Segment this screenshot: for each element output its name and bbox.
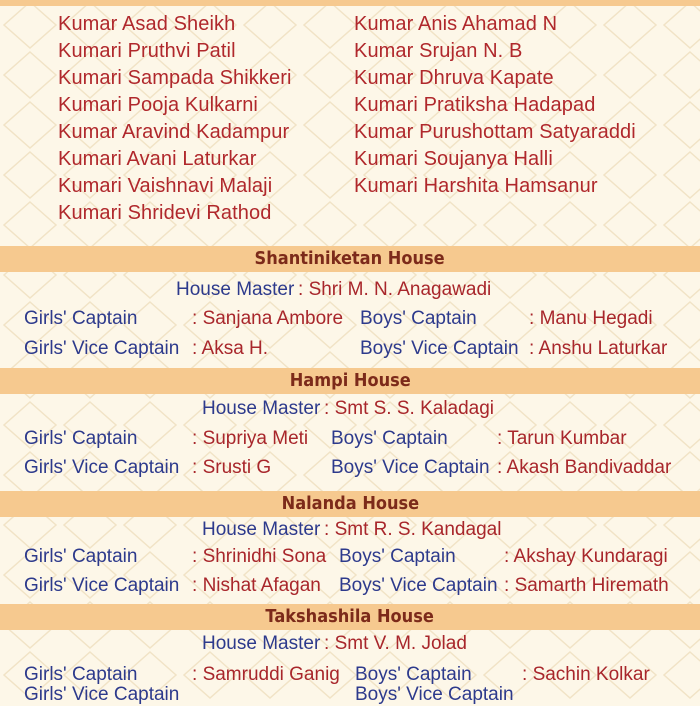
- student-name: Kumari Pruthvi Patil: [58, 40, 236, 62]
- house-master-value: : Smt V. M. Jolad: [324, 633, 467, 654]
- house-title: Takshashila House: [265, 606, 435, 627]
- boys-captain-label: Boys' Captain: [360, 308, 477, 329]
- girls-captain-label: Girls' Captain: [24, 664, 138, 685]
- girls-captain-label: Girls' Captain: [24, 428, 138, 449]
- student-name: Kumari Pooja Kulkarni: [58, 94, 258, 116]
- girls-captain-value: : Supriya Meti: [192, 428, 309, 449]
- girls-vice-captain-label: Girls' Vice Captain: [24, 575, 180, 596]
- girls-captain-label: Girls' Captain: [24, 546, 138, 567]
- boys-captain-label: Boys' Captain: [339, 546, 456, 567]
- girls-vice-captain-label: Girls' Vice Captain: [24, 684, 180, 705]
- student-name: Kumar Anis Ahamad N: [354, 13, 558, 35]
- student-name: Kumari Soujanya Halli: [354, 148, 553, 170]
- student-name: Kumari Vaishnavi Malaji: [58, 175, 273, 197]
- house-title: Nalanda House: [281, 493, 419, 514]
- house-master-label: House Master: [202, 633, 321, 654]
- student-name: Kumari Sampada Shikkeri: [58, 67, 292, 89]
- boys-captain-label: Boys' Captain: [331, 428, 448, 449]
- boys-vice-captain-value: : Anshu Laturkar: [529, 338, 668, 359]
- house-heading: [0, 604, 700, 630]
- boys-vice-captain-label: Boys' Vice Captain: [331, 457, 490, 478]
- boys-vice-captain-label: Boys' Vice Captain: [355, 684, 514, 705]
- student-name: Kumari Avani Laturkar: [58, 148, 257, 170]
- house-master-label: House Master: [202, 519, 321, 540]
- house-master-value: : Shri M. N. Anagawadi: [298, 279, 492, 300]
- house-heading: [0, 246, 700, 272]
- house-title: Hampi House: [289, 370, 411, 391]
- student-name-list: [0, 0, 700, 230]
- cutoff-row: [0, 684, 700, 705]
- student-name: Kumari Harshita Hamsanur: [354, 175, 598, 197]
- house-master-label: House Master: [176, 279, 295, 300]
- boys-captain-value: : Manu Hegadi: [529, 308, 653, 329]
- girls-vice-captain-value: : Aksa H.: [192, 338, 269, 359]
- student-name: Kumar Aravind Kadampur: [58, 121, 290, 143]
- student-name: Kumari Pratiksha Hadapad: [354, 94, 596, 116]
- boys-vice-captain-label: Boys' Vice Captain: [339, 575, 498, 596]
- house-heading: [0, 491, 700, 517]
- student-name: Kumari Shridevi Rathod: [58, 202, 272, 224]
- boys-captain-label: Boys' Captain: [355, 664, 472, 685]
- boys-vice-captain-value: : Akash Bandivaddar: [497, 457, 672, 478]
- girls-captain-value: : Sanjana Ambore: [192, 308, 344, 329]
- house-master-label: House Master: [202, 398, 321, 419]
- boys-captain-value: : Sachin Kolkar: [522, 664, 650, 685]
- student-name: Kumar Srujan N. B: [354, 40, 523, 62]
- house-title: Shantiniketan House: [254, 248, 446, 269]
- girls-captain-label: Girls' Captain: [24, 308, 138, 329]
- house-master-value: : Smt R. S. Kandagal: [324, 519, 502, 540]
- boys-vice-captain-label: Boys' Vice Captain: [360, 338, 519, 359]
- girls-vice-captain-value: : Srusti G: [192, 457, 272, 478]
- girls-vice-captain-label: Girls' Vice Captain: [24, 457, 180, 478]
- house-master-value: : Smt S. S. Kaladagi: [324, 398, 495, 419]
- girls-captain-value: : Samruddi Ganig: [192, 664, 340, 685]
- house-heading: [0, 368, 700, 394]
- student-name: Kumar Purushottam Satyaraddi: [354, 121, 636, 143]
- girls-vice-captain-value: : Nishat Afagan: [192, 575, 321, 596]
- boys-vice-captain-value: : Samarth Hiremath: [504, 575, 669, 596]
- boys-captain-value: : Akshay Kundaragi: [504, 546, 668, 567]
- boys-captain-value: : Tarun Kumbar: [497, 428, 627, 449]
- girls-captain-value: : Shrinidhi Sona: [192, 546, 327, 567]
- girls-vice-captain-label: Girls' Vice Captain: [24, 338, 180, 359]
- student-name: Kumar Dhruva Kapate: [354, 67, 554, 89]
- student-name: Kumar Asad Sheikh: [58, 13, 236, 35]
